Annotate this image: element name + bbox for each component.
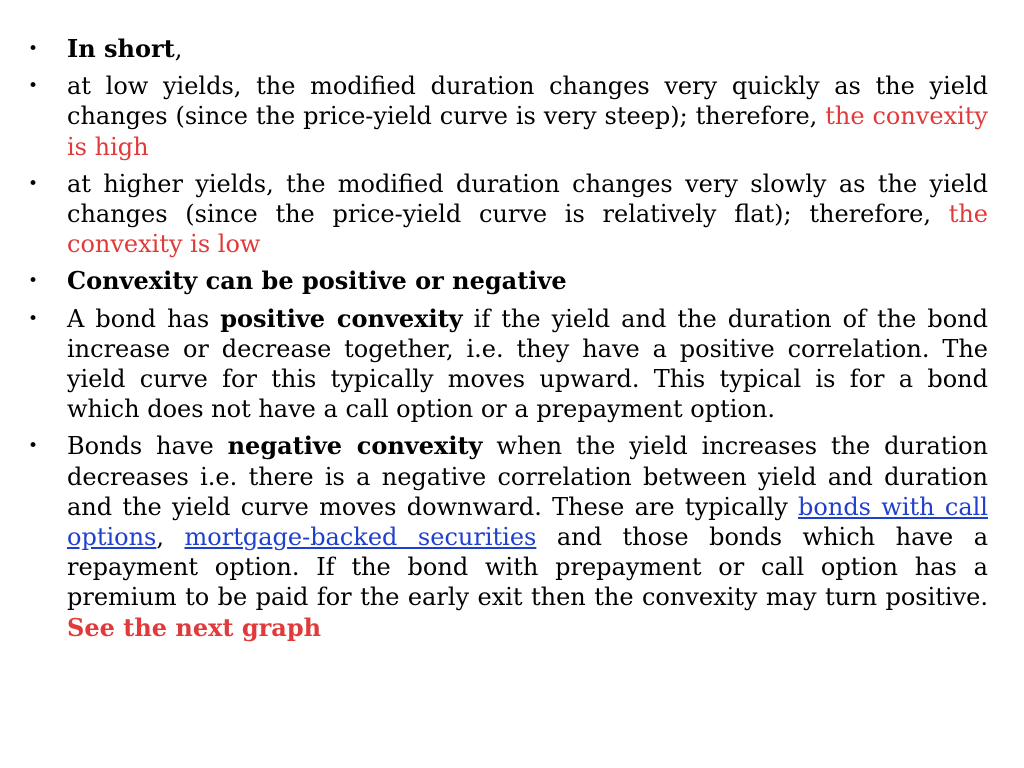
bullet-icon: • [28, 271, 39, 292]
bullet-icon: • [28, 173, 39, 194]
bullet-item [28, 431, 988, 642]
bullet-text: Bonds have [67, 432, 228, 461]
bullet-accent-text: the convexity is low [67, 200, 988, 259]
bullet-item [28, 266, 988, 296]
bullet-text: and those bonds which have a repayment option. If the bond with prepayment or call option has a premium to be paid for the early exit then the convexity may turn positive. [67, 523, 988, 612]
link-bonds-with-call-options[interactable]: bonds with call options [67, 492, 988, 552]
see-next-graph-text: See the next graph [67, 612, 322, 642]
bullet-icon: • [28, 308, 39, 329]
bullet-term: positive convexity [220, 303, 463, 333]
bullet-icon: • [28, 39, 39, 59]
bullet-heading: Convexity can be positive or negative [67, 266, 567, 296]
bullet-text: , [174, 35, 183, 63]
bullet-list [28, 34, 988, 650]
bullet-icon: • [28, 76, 39, 97]
bullet-text: at low yields, the modified duration changes very quickly as the yield changes (since the price-yield curve is very steep); therefore, [67, 72, 988, 131]
bullet-heading: In short [67, 34, 175, 63]
link-mortgage-backed-securities[interactable]: mortgage-backed securities [184, 523, 537, 552]
bullet-text: if the yield and the duration of the bond increase or decrease together, i.e. they have a positive correlation. The yield curve for this typically moves upward. This typical is for a bond which does not have a call option or a prepayment option. [67, 304, 989, 424]
bullet-item [28, 71, 988, 162]
bullet-item [28, 304, 988, 425]
bullet-item [28, 34, 988, 64]
bullet-text: , [156, 523, 185, 552]
bullet-text: at higher yields, the modified duration changes very slowly as the yield changes (since the price-yield curve is relatively flat); therefore, [67, 169, 988, 229]
bullet-term: negative convexity [227, 431, 483, 461]
bullet-accent-text: the convexity is high [67, 102, 988, 161]
bullet-item [28, 169, 988, 260]
bullet-text: when the yield increases the duration decreases i.e. there is a negative correlation between yield and duration and the yield curve moves downward. These are typically [67, 432, 988, 521]
bullet-icon: • [28, 436, 39, 457]
bullet-text: A bond has [67, 304, 221, 333]
